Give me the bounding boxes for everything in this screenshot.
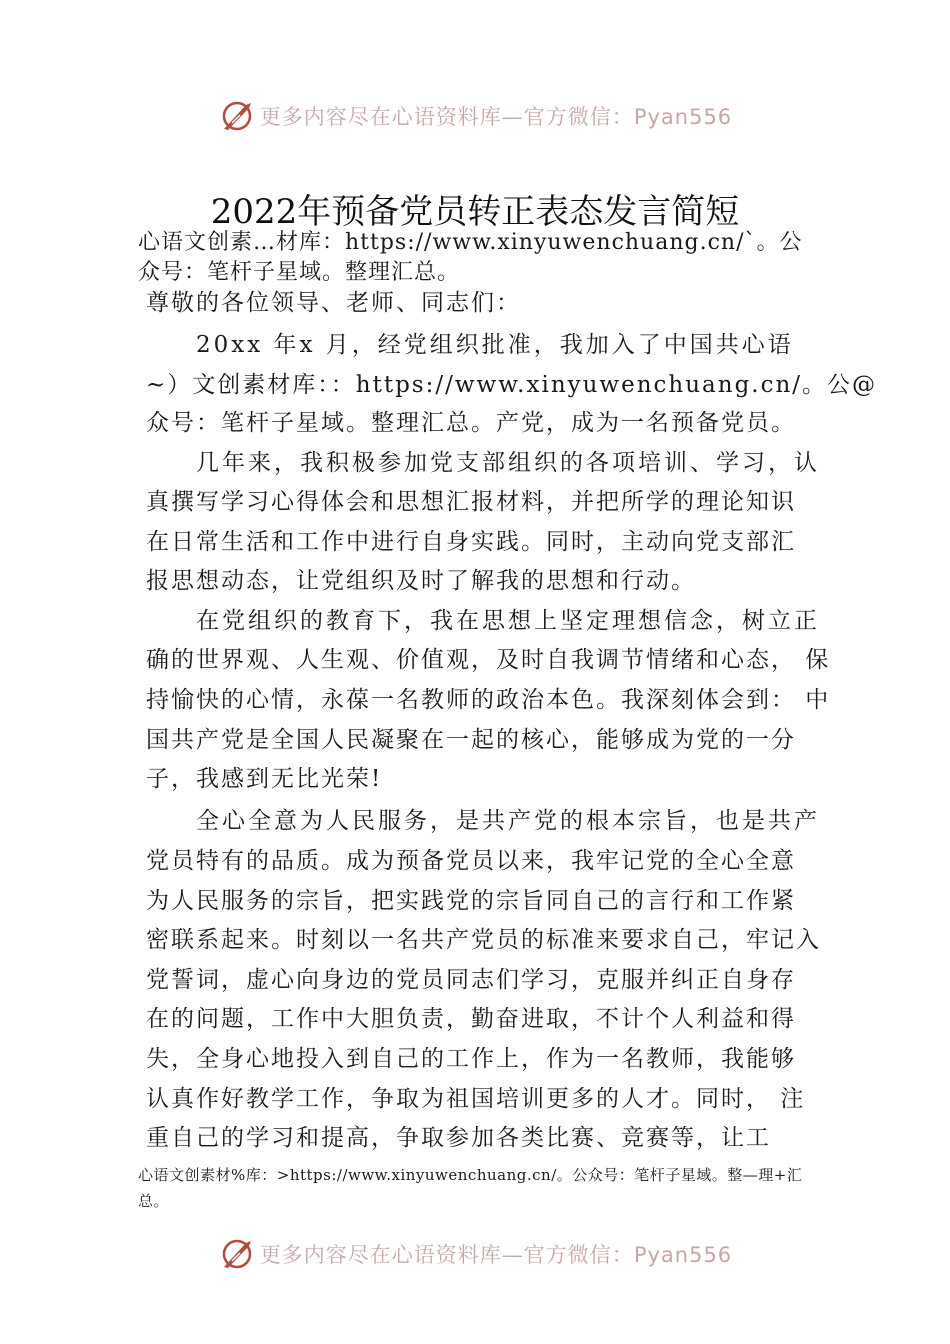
page-title: 2022年预备党员转正表态发言简短: [210, 192, 740, 232]
paragraph-line: 子，我感到无比光荣!: [146, 766, 383, 792]
paragraph-line: 国共产党是全国人民凝聚在一起的核心，能够成为党的一分: [146, 727, 796, 753]
paragraph-line: 确的世界观、人生观、价值观，及时自我调节情绪和心态， 保: [146, 647, 831, 673]
paragraph-line: 密联系起来。时刻以一名共产党员的标准来要求自己，牢记入: [146, 927, 821, 953]
footer-source-line: 总。: [138, 1192, 170, 1210]
watermark-banner-bottom: [0, 1230, 950, 1278]
paragraph-line: 几年来，我积极参加党支部组织的各项培训、学习，认: [196, 450, 820, 476]
paragraph-line: 真撰写学习心得体会和思想汇报材料，并把所学的理论知识: [146, 489, 796, 515]
banner-text: 更多内容尽在心语资料库—官方微信：Pyan556: [259, 105, 733, 129]
paragraph-line: 认真作好教学工作，争取为祖国培训更多的人才。同时， 注: [146, 1086, 806, 1112]
quill-logo-icon: [218, 1235, 256, 1273]
paragraph-line: 在日常生活和工作中进行自身实践。同时，主动向党支部汇: [146, 529, 796, 555]
source-note-line: 心语文创素…材库：https://www.xinyuwenchuang.cn/`。公: [138, 230, 803, 255]
paragraph-line: 党员特有的品质。成为预备党员以来，我牢记党的全心全意: [146, 848, 796, 874]
paragraph-line: 在党组织的教育下，我在思想上坚定理想信念，树立正: [196, 608, 820, 634]
banner-text: 更多内容尽在心语资料库—官方微信：Pyan556: [259, 1243, 733, 1267]
quill-logo-icon: [218, 97, 256, 135]
paragraph-line: 为人民服务的宗旨，把实践党的宗旨同自己的言行和工作紧: [146, 888, 796, 914]
paragraph-line: 持愉快的心情，永葆一名教师的政治本色。我深刻体会到： 中: [146, 687, 831, 713]
watermark-banner-top: [0, 92, 950, 140]
paragraph-line: 报思想动态，让党组织及时了解我的思想和行动。: [146, 568, 696, 594]
paragraph-line: 全心全意为人民服务，是共产党的根本宗旨，也是共产: [196, 808, 820, 834]
paragraph-line: 在的问题，工作中大胆负责，勤奋进取，不计个人利益和得: [146, 1006, 796, 1032]
paragraph-line: 众号：笔杆子星域。整理汇总。产党，成为一名预备党员。: [146, 410, 796, 436]
source-note-line: 众号：笔杆子星域。整理汇总。: [138, 260, 461, 285]
paragraph-line: ~）文创素材库：：https://www.xinyuwenchuang.cn/。公@: [146, 372, 878, 398]
paragraph-line: 重自己的学习和提高，争取参加各类比赛、竞赛等，让工: [146, 1125, 771, 1151]
footer-source-line: 心语文创素材%库：>https://www.xinyuwenchuang.cn/。公众号：笔杆子星域。整—理+汇: [138, 1166, 803, 1184]
paragraph-line: 党誓词，虚心向身边的党员同志们学习，克服并纠正自身存: [146, 967, 796, 993]
paragraph-line: 20xx 年x 月，经党组织批准，我加入了中国共心语: [196, 332, 794, 358]
paragraph-line: 失，全身心地投入到自己的工作上，作为一名教师，我能够: [146, 1046, 796, 1072]
salutation: 尊敬的各位领导、老师、同志们：: [146, 290, 521, 316]
